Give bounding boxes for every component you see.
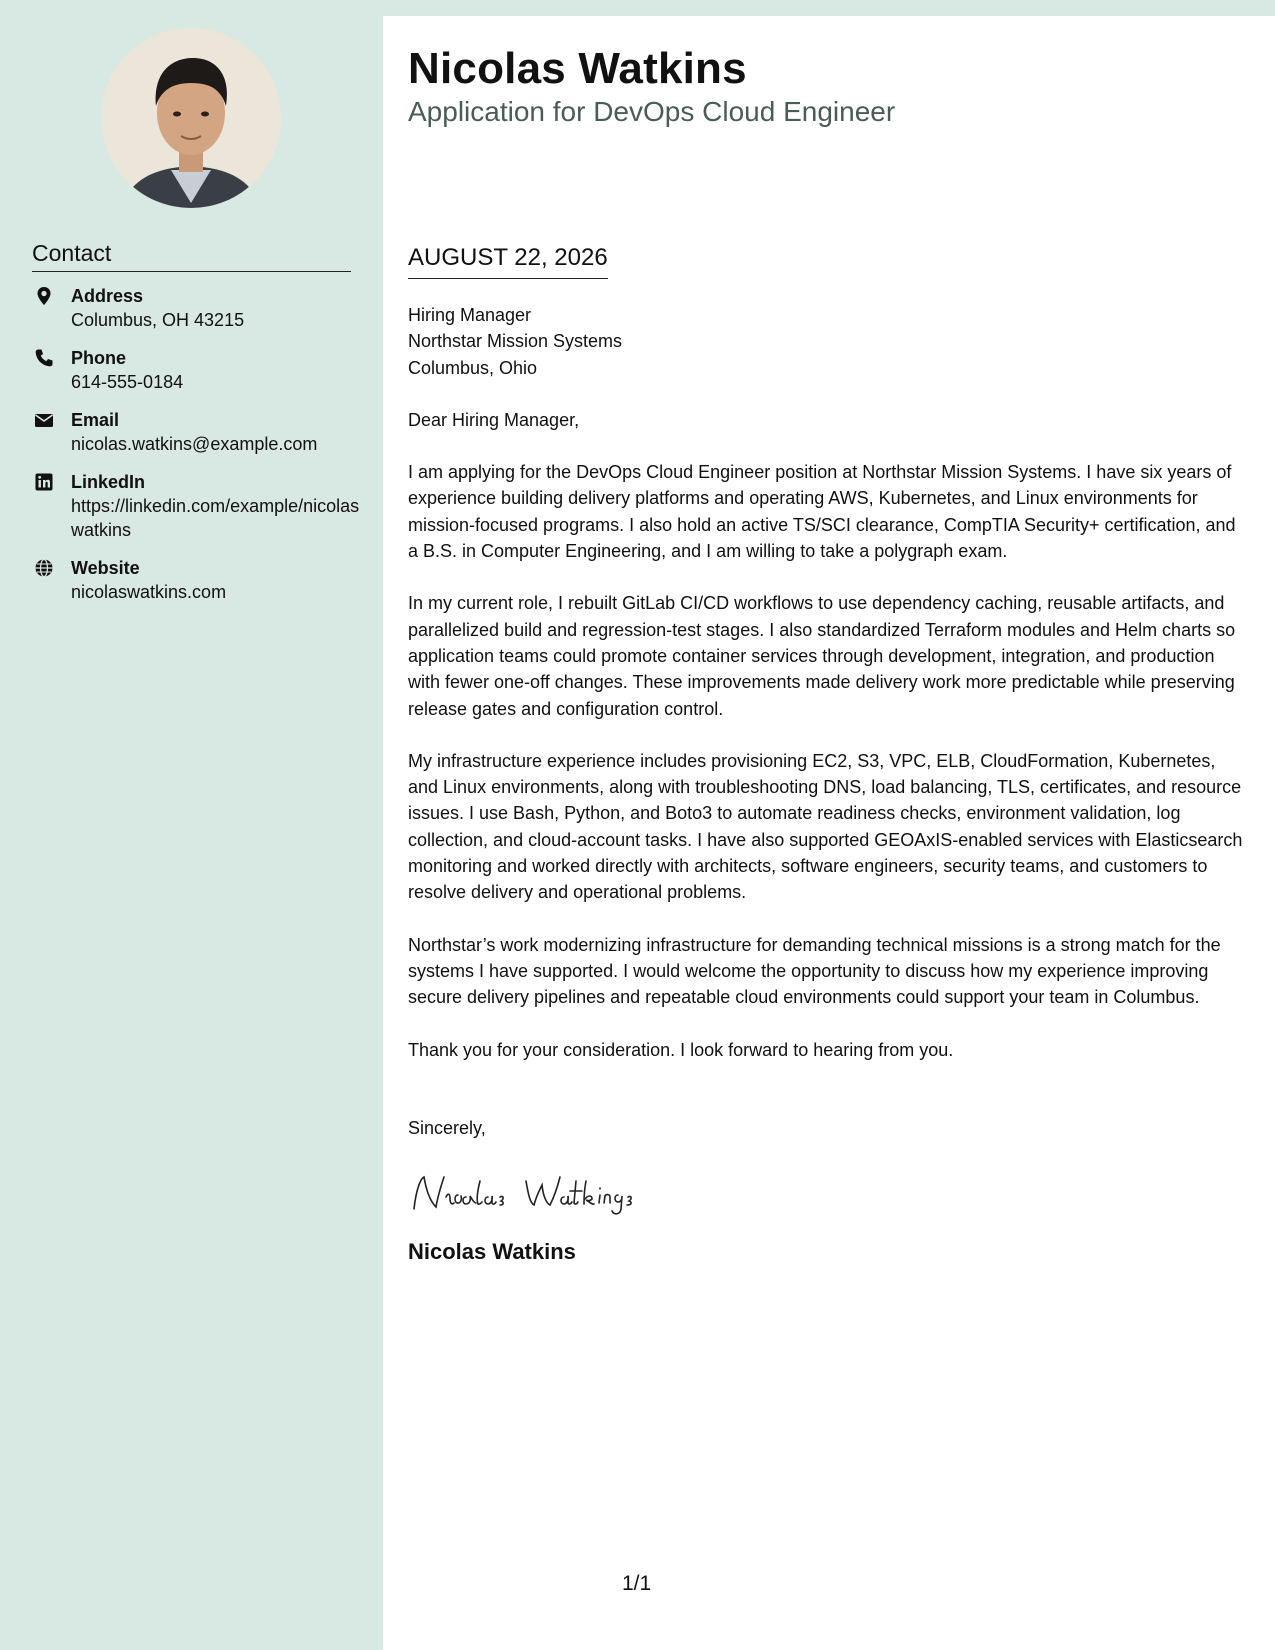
paragraph: My infrastructure experience includes provisioning EC2, S3, VPC, ELB, CloudFormation, Kubernetes, and Linux environments, along with troubleshooting DNS, load balancing, TLS, certificates, and resource issues. I use Bash, Python, and Boto3 to automate readiness checks, environment validation, log collection, and cloud-account tasks. I have also supported GEOAxIS-enabled services with Elasticsearch monitoring and worked directly with architects, software engineers, security teams, and customers to resolve delivery and operational problems. bbox=[408, 750, 1243, 903]
paragraph: In my current role, I rebuilt GitLab CI/CD workflows to use dependency caching, reusable artifacts, and parallelized build and regression-test stages. I also standardized Terraform modules and Helm charts so application teams could promote container services through development, integration, and production with fewer one-off changes. These improvements made delivery work more predictable while preserving release gates and configuration control. bbox=[408, 593, 1236, 719]
letter-date: AUGUST 22, 2026 bbox=[408, 244, 608, 279]
globe-icon bbox=[34, 558, 54, 578]
handwritten-signature bbox=[408, 1169, 1248, 1217]
linkedin-label: LinkedIn bbox=[71, 472, 146, 492]
paragraph: Northstar’s work modernizing infrastructure for demanding technical missions is a strong match for the systems I have supported. I would welcome the opportunity to discuss how my experience improving secure delivery pipelines and repeatable cloud environments could support your team in Columbus. bbox=[408, 934, 1221, 1008]
profile-photo bbox=[101, 28, 281, 208]
email-value: nicolas.watkins@example.com bbox=[71, 434, 318, 454]
contact-linkedin bbox=[32, 470, 362, 542]
linkedin-value[interactable]: https://linkedin.com/example/nicolaswatkins bbox=[71, 496, 360, 540]
map-pin-icon bbox=[34, 286, 54, 306]
recipient-line: Columbus, Ohio bbox=[408, 357, 538, 378]
envelope-icon bbox=[34, 410, 54, 430]
contact-phone bbox=[32, 346, 362, 394]
application-title: Application for DevOps Cloud Engineer bbox=[408, 96, 896, 127]
contact-website bbox=[32, 556, 362, 604]
letter-body bbox=[408, 302, 1248, 1265]
recipient-line: Hiring Manager bbox=[408, 305, 532, 325]
paragraph: I am applying for the DevOps Cloud Engineer position at Northstar Mission Systems. I have six years of experience building delivery platforms and operating AWS, Kubernetes, and Linux environments for mission-focused programs. I also hold an active TS/SCI clearance, CompTIA Security+ certification, and a B.S. in Computer Engineering, and I am willing to take a polygraph exam. bbox=[408, 462, 1236, 562]
address-label: Address bbox=[71, 286, 144, 306]
phone-label: Phone bbox=[71, 348, 127, 368]
phone-icon bbox=[34, 348, 54, 368]
contact-address bbox=[32, 284, 362, 332]
website-label: Website bbox=[71, 558, 140, 578]
contact-email bbox=[32, 408, 362, 456]
greeting: Dear Hiring Manager, bbox=[408, 409, 580, 430]
sidebar bbox=[0, 0, 383, 1650]
page-number: 1/1 bbox=[622, 1572, 652, 1595]
address-value: Columbus, OH 43215 bbox=[71, 310, 245, 330]
paragraph: Thank you for your consideration. I look forward to hearing from you. bbox=[408, 1039, 954, 1060]
email-label: Email bbox=[71, 410, 120, 430]
recipient-line: Northstar Mission Systems bbox=[408, 331, 623, 352]
linkedin-icon bbox=[34, 472, 54, 492]
signer-name: Nicolas Watkins bbox=[408, 1239, 576, 1265]
website-value[interactable]: nicolaswatkins.com bbox=[71, 582, 227, 602]
phone-value: 614-555-0184 bbox=[71, 372, 184, 392]
recipient-block bbox=[408, 302, 1248, 381]
contact-list bbox=[32, 284, 362, 618]
applicant-name: Nicolas Watkins bbox=[408, 44, 747, 93]
letter-page bbox=[383, 16, 1275, 1650]
contact-heading: Contact bbox=[32, 240, 351, 272]
closing: Sincerely, bbox=[408, 1117, 486, 1138]
